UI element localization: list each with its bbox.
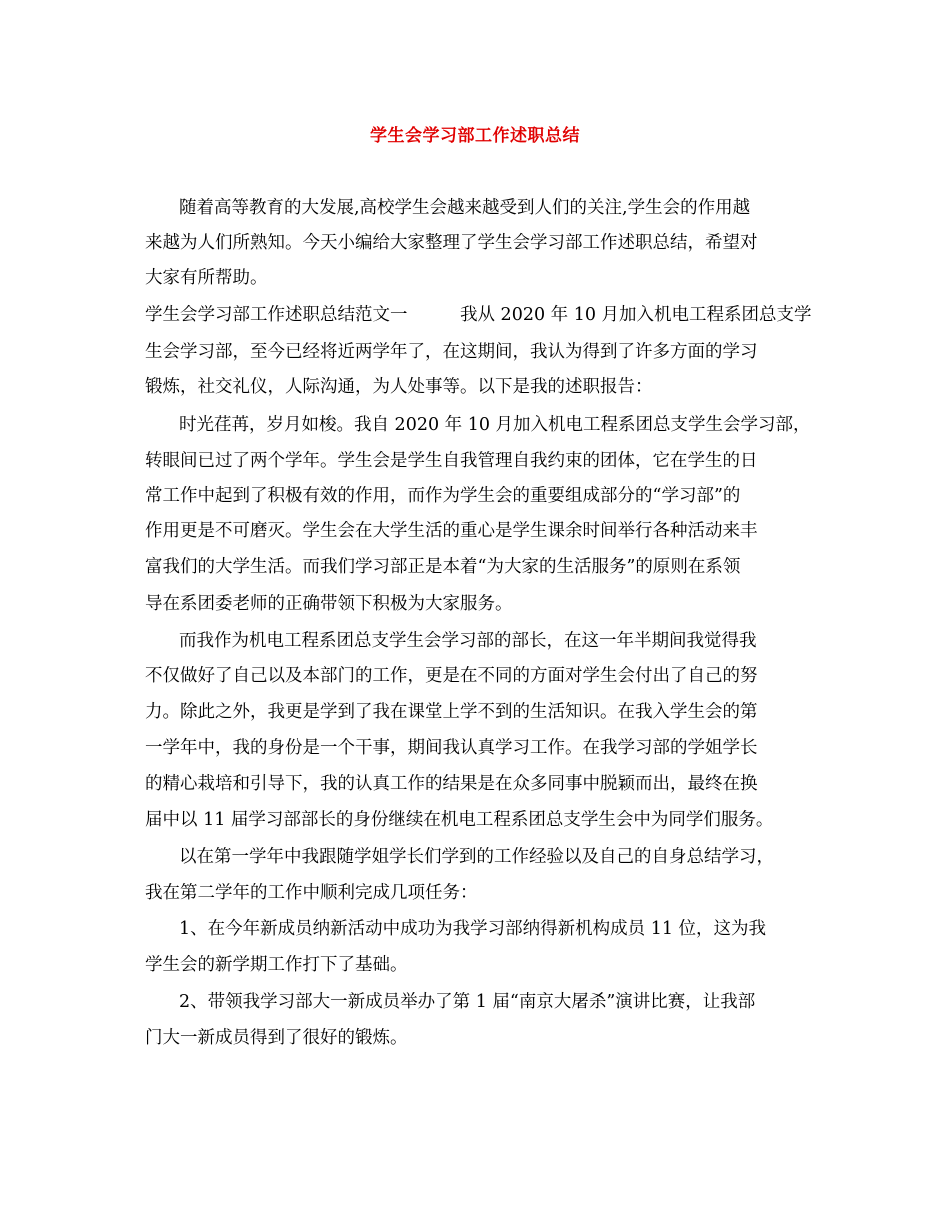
paragraph-line: 2、带领我学习部大一新成员举办了第 1 届“南京大屠杀”演讲比赛，让我部 (179, 992, 756, 1012)
document-title: 学生会学习部工作述职总结 (370, 126, 580, 146)
paragraph-line: 锻炼，社交礼仪，人际沟通，为人处事等。以下是我的述职报告： (145, 377, 653, 397)
paragraph-line: 常工作中起到了积极有效的作用，而作为学生会的重要组成部分的“学习部”的 (145, 486, 741, 506)
paragraph-line: 学生会学习部工作述职总结范文一 我从 2020 年 10 月加入机电工程系团总支学 (145, 305, 812, 325)
paragraph-line: 不仅做好了自己以及本部门的工作，更是在不同的方面对学生会付出了自己的努 (145, 666, 758, 686)
paragraph-line: 生会学习部，至今已经将近两学年了，在这期间，我认为得到了许多方面的学习 (145, 342, 758, 362)
paragraph-line: 学生会的新学期工作打下了基础。 (145, 955, 408, 975)
paragraph-line: 导在系团委老师的正确带领下积极为大家服务。 (145, 594, 513, 614)
paragraph-line: 以在第一学年中我跟随学姐学长们学到的工作经验以及自己的自身总结学习， (179, 847, 774, 867)
paragraph-line: 大家有所帮助。 (145, 268, 268, 288)
paragraph-line: 来越为人们所熟知。今天小编给大家整理了学生会学习部工作述职总结，希望对 (145, 233, 758, 253)
paragraph-line: 一学年中，我的身份是一个干事，期间我认真学习工作。在我学习部的学姐学长 (145, 738, 758, 758)
paragraph-line: 富我们的大学生活。而我们学习部正是本着“为大家的生活服务”的原则在系领 (145, 557, 741, 577)
paragraph-line: 的精心栽培和引导下，我的认真工作的结果是在众多同事中脱颖而出，最终在换 (145, 774, 758, 794)
paragraph-line: 门大一新成员得到了很好的锻炼。 (145, 1028, 408, 1048)
paragraph-line: 届中以 11 届学习部部长的身份继续在机电工程系团总支学生会中为同学们服务。 (145, 810, 774, 830)
paragraph-line: 而我作为机电工程系团总支学生会学习部的部长，在这一年半期间我觉得我 (179, 631, 757, 651)
paragraph-line: 转眼间已过了两个学年。学生会是学生自我管理自我约束的团体，它在学生的日 (145, 451, 758, 471)
paragraph-line: 1、在今年新成员纳新活动中成功为我学习部纳得新机构成员 11 位，这为我 (179, 919, 767, 939)
paragraph-line: 随着高等教育的大发展,高校学生会越来越受到人们的关注,学生会的作用越 (179, 198, 751, 218)
paragraph-line: 作用更是不可磨灭。学生会在大学生活的重心是学生课余时间举行各种活动来丰 (145, 521, 758, 541)
paragraph-line: 力。除此之外，我更是学到了我在课堂上学不到的生活知识。在我入学生会的第 (145, 702, 758, 722)
paragraph-line: 时光荏苒，岁月如梭。我自 2020 年 10 月加入机电工程系团总支学生会学习部， (179, 415, 811, 435)
paragraph-line: 我在第二学年的工作中顺利完成几项任务： (145, 883, 478, 903)
